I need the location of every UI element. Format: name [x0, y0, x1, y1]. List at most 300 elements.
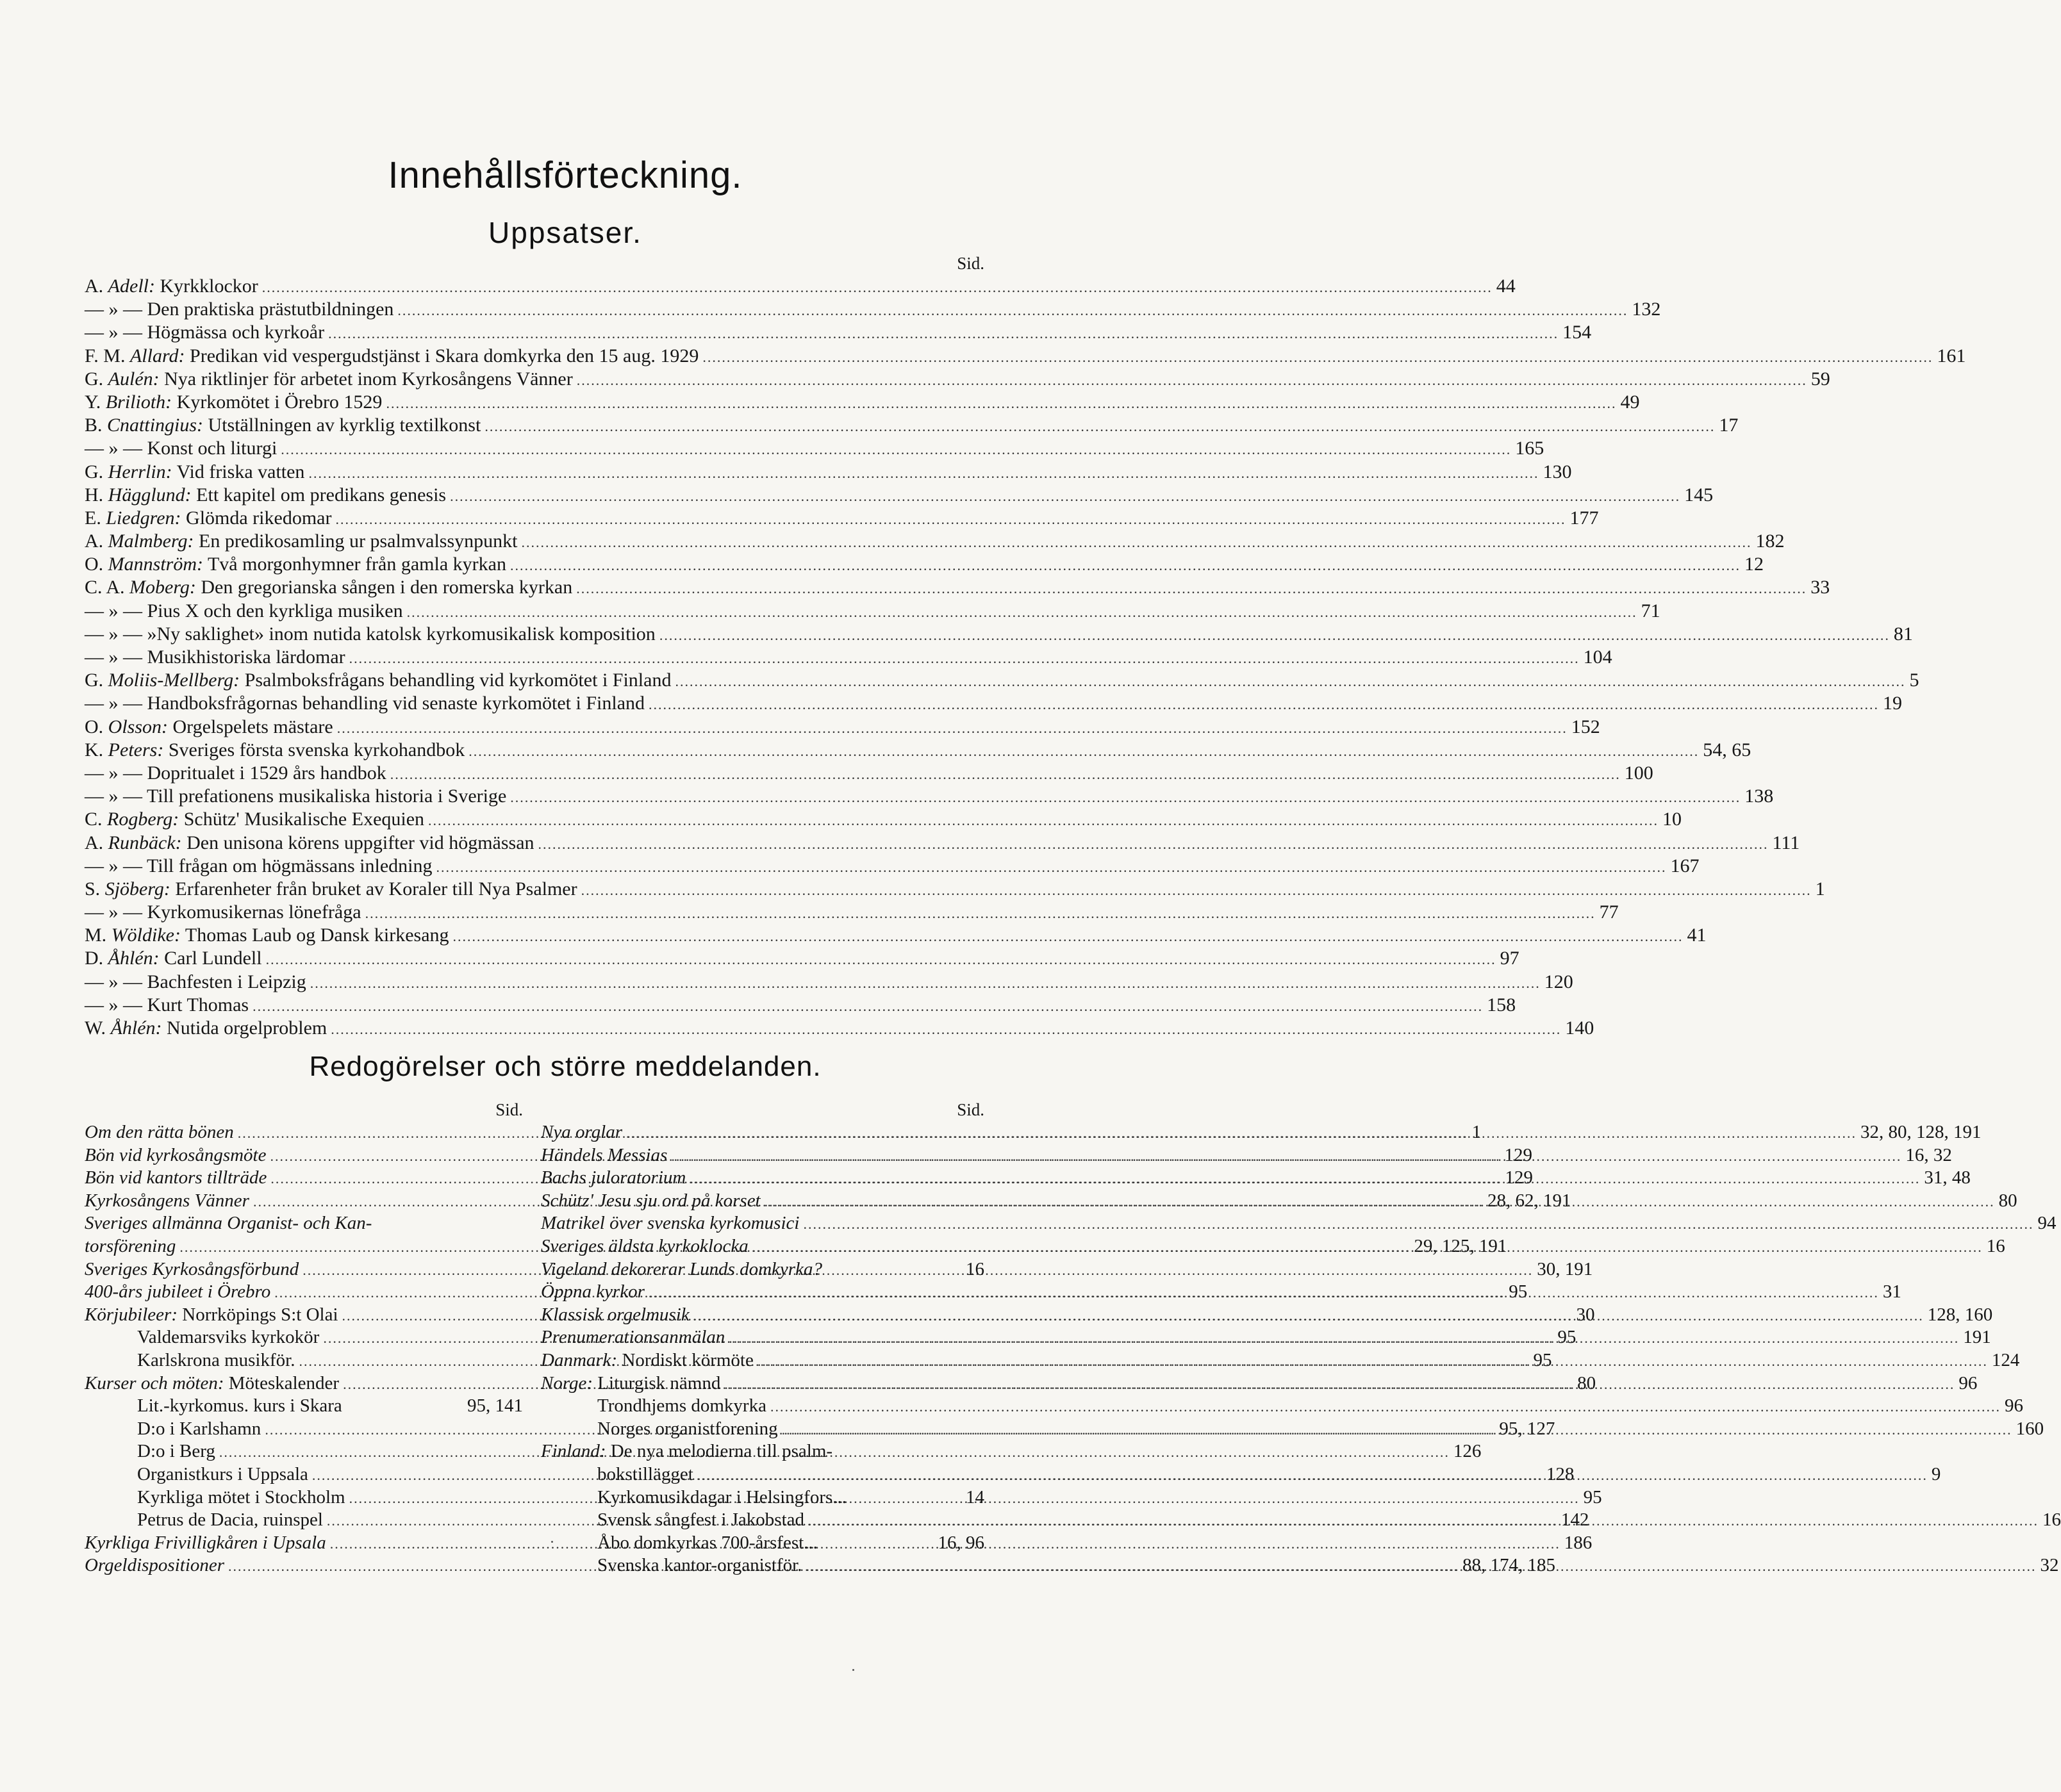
- page-column-label-left: Sid.: [495, 1100, 523, 1119]
- entry-title: Kyrkomusikernas lönefråga: [147, 901, 361, 923]
- toc-entry: [85, 971, 1573, 994]
- entry-text: [85, 1372, 339, 1395]
- entry-text: [85, 530, 517, 553]
- entry-page: 129: [1504, 1144, 1532, 1165]
- toc-entry: [85, 321, 1592, 344]
- entry-page: 132: [1632, 299, 1661, 320]
- entry-title: Den gregorianska sången i den romerska kyrkan: [195, 577, 573, 598]
- leader-dots: [252, 995, 1483, 1018]
- entry-title: Musikhistoriska lärdomar: [147, 646, 345, 668]
- entry-author: Olsson:: [108, 716, 169, 737]
- entry-text: [541, 1304, 690, 1327]
- entry-italic: Om den rätta bönen: [85, 1122, 234, 1142]
- entry-title: Kyrkomötet i Örebro 1529: [172, 391, 383, 413]
- entry-plain: Liturgisk nämnd: [593, 1372, 721, 1393]
- entry-prefix: C. A.: [85, 577, 130, 598]
- entry-title: Predikan vid vespergudstjänst i Skara domkyrka den 15 aug. 1929: [185, 345, 699, 366]
- entry-author: Liedgren:: [106, 507, 181, 529]
- entry-plain: Trondhjems domkyrka: [597, 1395, 766, 1417]
- entry-prefix: — » —: [85, 901, 147, 923]
- leader-dots: [757, 1350, 1988, 1373]
- entry-plain: bokstillägget: [597, 1463, 693, 1484]
- toc-entry: [85, 785, 1774, 808]
- entry-prefix: W.: [85, 1017, 111, 1039]
- entry-author: Åhlén:: [108, 948, 160, 969]
- entry-prefix: S.: [85, 878, 105, 900]
- entry-prefix: A.: [85, 530, 108, 552]
- leader-dots: [538, 833, 1769, 856]
- entry-page: 88, 174, 185: [1462, 1555, 1556, 1576]
- entry-text: [85, 762, 386, 785]
- entry-prefix: — » —: [85, 693, 147, 714]
- entry-page: 16, 96: [938, 1532, 984, 1553]
- entry-plain: Norrköpings S:t Olai: [178, 1304, 338, 1325]
- leader-dots: [365, 902, 1596, 925]
- report-entry: [541, 1532, 984, 1555]
- entry-text: [85, 901, 361, 924]
- entry-page: 77: [1599, 901, 1619, 923]
- leader-dots: [281, 438, 1511, 461]
- entry-text: [541, 1167, 686, 1190]
- toc-entry: [85, 600, 1660, 623]
- entry-page: 95: [1583, 1486, 1602, 1508]
- leader-dots: [576, 577, 1807, 600]
- entry-text: [541, 1395, 766, 1418]
- entry-text: [541, 1509, 804, 1532]
- entry-page: 16: [966, 1258, 984, 1279]
- report-entry: [541, 1395, 2023, 1418]
- leader-dots: [468, 740, 1699, 763]
- entry-text: [541, 1212, 799, 1235]
- entry-page: 104: [1583, 646, 1612, 668]
- entry-plain: D:o i Berg: [137, 1441, 215, 1462]
- entry-title: Pius X och den kyrkliga musiken: [147, 600, 403, 621]
- leader-dots: [803, 1213, 2033, 1236]
- entry-text: [541, 1418, 778, 1441]
- entry-prefix: G.: [85, 368, 108, 390]
- entry-page: 161: [1937, 345, 1966, 366]
- entry-prefix: — » —: [85, 971, 147, 992]
- entry-page: 10: [1662, 809, 1682, 830]
- entry-text: [85, 1212, 372, 1235]
- entry-prefix: — » —: [85, 299, 147, 320]
- entry-page: 16: [1986, 1235, 2005, 1256]
- leader-dots: [349, 647, 1580, 670]
- entry-author: Moberg:: [129, 577, 196, 598]
- page-title: Innehållsförteckning.: [388, 154, 743, 196]
- entry-title: Orgelspelets mästare: [168, 716, 333, 737]
- toc-entry: [85, 484, 1714, 507]
- entry-italic: Danmark:: [541, 1349, 618, 1370]
- leader-dots: [337, 717, 1568, 740]
- entry-text: [85, 461, 304, 484]
- entry-text: [85, 1235, 176, 1258]
- entry-plain: Möteskalender: [224, 1372, 340, 1393]
- entry-page: 1: [1815, 878, 1825, 900]
- toc-entry: [85, 414, 1739, 437]
- entry-text: [85, 1281, 270, 1304]
- entry-page: 71: [1641, 600, 1660, 621]
- leader-dots: [510, 554, 1741, 577]
- entry-italic: Nya orglar: [541, 1122, 623, 1142]
- leader-dots: [697, 1464, 1928, 1487]
- entry-prefix: Y.: [85, 391, 106, 413]
- entry-italic: Matrikel över svenska kyrkomusici: [541, 1213, 800, 1234]
- toc-entry: [85, 345, 1966, 368]
- entry-page: 182: [1755, 530, 1785, 552]
- entry-page: 44: [1496, 275, 1516, 297]
- section-title-reports: Redogörelser och större meddelanden.: [309, 1051, 822, 1082]
- entry-page: 129: [1505, 1167, 1533, 1188]
- leader-dots: [266, 948, 1496, 971]
- entry-page: 154: [1562, 322, 1592, 343]
- entry-author: Cnattingius:: [107, 415, 204, 436]
- entry-text: [85, 484, 446, 507]
- entry-page: 138: [1744, 785, 1774, 807]
- entry-text: [541, 1258, 822, 1281]
- entry-prefix: — » —: [85, 646, 147, 668]
- entry-prefix: B.: [85, 415, 108, 436]
- entry-text: [85, 971, 306, 994]
- entry-page: 95, 141: [467, 1395, 523, 1417]
- entry-text: [85, 1349, 295, 1372]
- entry-page: 41: [1687, 925, 1707, 946]
- print-speck: [551, 1541, 553, 1543]
- entry-prefix: — » —: [85, 438, 147, 459]
- entry-title: Till prefationens musikaliska historia i Sverige: [146, 785, 507, 807]
- entry-title: Thomas Laub og Dansk kirkesang: [180, 925, 449, 946]
- entry-page: 186: [1564, 1532, 1593, 1553]
- entry-italic: Klassisk orgelmusik: [541, 1304, 690, 1325]
- entry-text: [85, 1304, 338, 1327]
- entry-text: [85, 1418, 261, 1441]
- entry-prefix: — » —: [85, 994, 147, 1015]
- entry-text: [85, 414, 481, 437]
- entry-title: Sveriges första svenska kyrkohandbok: [163, 739, 465, 760]
- entry-text: [541, 1281, 645, 1304]
- leader-dots: [436, 856, 1667, 879]
- entry-text: [541, 1372, 720, 1395]
- entry-page: 158: [1487, 994, 1516, 1015]
- entry-text: [541, 1486, 847, 1509]
- toc-entry: [85, 437, 1544, 460]
- leader-dots: [335, 508, 1566, 531]
- entry-prefix: — » —: [85, 322, 147, 343]
- entry-page: 31, 48: [1924, 1167, 1971, 1188]
- entry-text: [85, 994, 249, 1017]
- entry-author: Malmberg:: [108, 530, 194, 552]
- entry-text: [85, 808, 424, 831]
- entry-title: Utställningen av kyrklig textilkonst: [203, 415, 481, 436]
- entry-title: Ett kapitel om predikans genesis: [191, 484, 447, 506]
- toc-entry: [85, 368, 1830, 391]
- entry-text: [85, 553, 506, 576]
- leader-dots: [428, 809, 1659, 832]
- entry-title: Handboksfrågornas behandling vid senaste kyrkomötet i Finland: [147, 693, 645, 714]
- entry-prefix: — » —: [85, 785, 147, 807]
- entry-text: [85, 576, 572, 599]
- entry-text: [85, 1463, 308, 1486]
- entry-text: [85, 924, 449, 947]
- leader-dots: [390, 763, 1621, 786]
- report-entry: [541, 1486, 984, 1509]
- entry-title: Till frågan om högmässans inledning: [146, 855, 433, 876]
- entry-page: 167: [1670, 855, 1700, 876]
- entry-title: Carl Lundell: [159, 948, 262, 969]
- entry-text: [85, 785, 506, 808]
- entry-text: [85, 298, 393, 321]
- entry-page: 95: [1509, 1281, 1528, 1303]
- entry-page: 177: [1569, 507, 1599, 529]
- entry-text: [85, 1486, 345, 1509]
- entry-plain: Organistkurs i Uppsala: [137, 1463, 308, 1484]
- entry-prefix: E.: [85, 507, 106, 529]
- entry-plain: Kyrkomusikdagar i Helsingfors...: [597, 1486, 847, 1508]
- entry-italic: Sveriges Kyrkosångsförbund: [85, 1258, 299, 1279]
- entry-author: Moliis-Mellberg:: [108, 670, 240, 691]
- entry-text: [85, 1121, 234, 1144]
- entry-plain: De nya melodierna till psalm-: [606, 1441, 833, 1462]
- leader-dots: [407, 601, 1637, 624]
- toc-entry: [85, 553, 1764, 576]
- entry-title: Schütz' Musikalische Exequien: [179, 809, 425, 830]
- entry-title: Den unisona körens uppgifter vid högmässan: [181, 832, 534, 853]
- entry-author: Wöldike:: [111, 925, 181, 946]
- entry-page: 145: [1684, 484, 1714, 506]
- entry-page: 31: [1882, 1281, 1901, 1303]
- entry-prefix: M.: [85, 925, 112, 946]
- entry-text: [85, 1440, 215, 1463]
- toc-entry: [85, 391, 1640, 414]
- entry-page: 140: [1565, 1017, 1594, 1039]
- entry-italic: Bön vid kantors tillträde: [85, 1167, 267, 1188]
- entry-plain: Svenska kantor-organistför.: [597, 1555, 802, 1576]
- leader-dots: [581, 879, 1812, 902]
- page-column-label-right: Sid.: [957, 1100, 984, 1119]
- leader-dots: [724, 1373, 1955, 1396]
- entry-page: 19: [1883, 693, 1903, 714]
- entry-author: Allard:: [129, 345, 185, 366]
- entry-title: Psalmboksfrågans behandling vid kyrkomötet i Finland: [240, 670, 672, 691]
- entry-text: [85, 391, 382, 414]
- entry-text: [541, 1144, 667, 1167]
- entry-italic: Händels Messias: [541, 1144, 668, 1165]
- entry-italic: Sveriges allmänna Organist- och Kan-: [85, 1213, 372, 1234]
- entry-page: 94: [2037, 1213, 2057, 1234]
- entry-page: 120: [1544, 971, 1573, 992]
- entry-page: 96: [2004, 1395, 2023, 1417]
- entry-text: [85, 832, 534, 855]
- entry-italic: Kyrkosångens Vänner: [85, 1190, 249, 1211]
- entry-page: 142: [1560, 1509, 1589, 1531]
- entry-page: 80: [1998, 1190, 2017, 1211]
- entry-plain: Åbo domkyrkas 700-årsfest...: [597, 1532, 818, 1553]
- leader-dots: [386, 392, 1616, 415]
- entry-page: 111: [1772, 832, 1800, 853]
- leader-dots: [328, 322, 1559, 345]
- leader-dots: [729, 1327, 1959, 1350]
- toc-entry: [85, 1017, 1594, 1040]
- entry-page: 32: [2040, 1555, 2059, 1576]
- entry-text: [85, 1190, 249, 1213]
- entry-prefix: O.: [85, 554, 108, 575]
- entry-text: [85, 1144, 267, 1167]
- entry-text: [541, 1554, 802, 1577]
- entry-page: 59: [1810, 368, 1830, 390]
- entry-title: »Ny saklighet» inom nutida katolsk kyrkomusikalisk komposition: [147, 623, 656, 645]
- entry-text: [85, 368, 573, 391]
- entry-plain: D:o i Karlshamn: [137, 1418, 261, 1439]
- toc-entry: [85, 669, 1919, 692]
- entry-plain: Lit.-kyrkomus. kurs i Skara: [137, 1395, 342, 1417]
- leader-dots: [702, 346, 1933, 369]
- toc-entry: [85, 716, 1600, 739]
- entry-prefix: — » —: [85, 623, 147, 645]
- toc-entry: [85, 832, 1800, 855]
- entry-author: Hägglund:: [108, 484, 192, 506]
- entry-page: 128: [1546, 1463, 1575, 1484]
- entry-page: 81: [1893, 623, 1913, 645]
- entry-author: Rogberg:: [107, 809, 179, 830]
- entry-page: 30, 191: [1537, 1258, 1593, 1279]
- leader-dots: [649, 693, 1879, 716]
- essays-rows: [85, 275, 1966, 1040]
- entry-italic: Kyrkliga Frivilligkåren i Upsala: [85, 1532, 326, 1553]
- entry-prefix: G.: [85, 670, 108, 691]
- entry-text: [85, 345, 699, 368]
- toc-entry: [85, 692, 1903, 715]
- entry-prefix: — » —: [85, 600, 147, 621]
- entry-text: [85, 1395, 342, 1418]
- entry-page: 130: [1543, 461, 1572, 482]
- entry-text: [541, 1463, 693, 1486]
- entry-text: [85, 1532, 326, 1555]
- entry-title: Nutida orgelproblem: [161, 1017, 327, 1039]
- entry-text: [85, 855, 433, 878]
- entry-prefix: — » —: [85, 762, 147, 784]
- leader-dots: [331, 1018, 1561, 1041]
- entry-text: [85, 1554, 224, 1577]
- entry-text: [85, 1167, 267, 1190]
- entry-prefix: H.: [85, 484, 108, 506]
- entry-title: Två morgonhymner från gamla kyrkan: [203, 554, 506, 575]
- entry-author: Åhlén:: [110, 1017, 162, 1039]
- entry-italic: 400-års jubileet i Örebro: [85, 1281, 271, 1303]
- entry-title: Konst och liturgi: [147, 438, 277, 459]
- entry-author: Runbäck:: [108, 832, 182, 853]
- entry-title: Högmässa och kyrkoår: [147, 322, 325, 343]
- entry-italic: Kurser och möten:: [85, 1372, 224, 1393]
- toc-entry: [85, 530, 1785, 553]
- entry-author: Aulén:: [108, 368, 160, 390]
- entry-italic: Körjubileer:: [85, 1304, 178, 1325]
- entry-prefix: A.: [85, 275, 108, 297]
- toc-entry: [85, 947, 1519, 970]
- entry-page: 124: [1991, 1349, 2020, 1370]
- toc-entry: [85, 878, 1825, 901]
- entry-text: [541, 1235, 749, 1258]
- leader-dots: [577, 369, 1807, 392]
- toc-entry: [85, 576, 1830, 599]
- entry-text: [85, 1326, 319, 1349]
- entry-text: [85, 947, 262, 970]
- leader-dots: [649, 1281, 1879, 1304]
- leader-dots: [510, 786, 1741, 809]
- entry-text: [541, 1440, 832, 1463]
- entry-text: [85, 1258, 299, 1281]
- leader-dots: [806, 1555, 2036, 1578]
- entry-page: 191: [1963, 1327, 1991, 1348]
- leader-dots: [659, 624, 1890, 647]
- toc-entry: [85, 855, 1700, 878]
- entry-prefix: O.: [85, 716, 108, 737]
- entry-italic: Bachs juloratorium: [541, 1167, 686, 1188]
- entry-prefix: F. M.: [85, 345, 130, 366]
- entry-title: Kurt Thomas: [147, 994, 249, 1015]
- entry-plain: Karlskrona musikför.: [137, 1349, 295, 1370]
- entry-page: 14: [966, 1486, 984, 1508]
- entry-page: 30: [1576, 1304, 1595, 1325]
- entry-title: Dopritualet i 1529 års handbok: [147, 762, 386, 784]
- entry-italic: Öppna kyrkor: [541, 1281, 645, 1303]
- toc-entry: [85, 924, 1707, 947]
- entry-page: 16: [2042, 1509, 2061, 1531]
- entry-prefix: K.: [85, 739, 108, 760]
- toc-entry: [85, 739, 1751, 762]
- leader-dots: [752, 1236, 1983, 1259]
- entry-text: [85, 275, 258, 298]
- entry-page: 100: [1624, 762, 1653, 784]
- entry-title: Nya riktlinjer för arbetet inom Kyrkosångens Vänner: [159, 368, 573, 390]
- leader-dots: [808, 1509, 2039, 1533]
- toc-entry: [85, 461, 1572, 484]
- leader-dots: [262, 276, 1493, 299]
- entry-text: [85, 878, 577, 901]
- report-entry: [541, 1121, 1982, 1144]
- entry-page: 97: [1500, 948, 1519, 969]
- entry-page: 17: [1719, 415, 1739, 436]
- entry-title: Bachfesten i Leipzig: [147, 971, 306, 992]
- entry-author: Brilioth:: [105, 391, 172, 413]
- entry-author: Mannström:: [108, 554, 204, 575]
- leader-dots: [397, 299, 1628, 322]
- leader-dots: [308, 462, 1539, 485]
- entry-italic: Finland:: [541, 1441, 606, 1462]
- entry-text: [85, 1509, 323, 1532]
- entry-page: 80: [1577, 1372, 1596, 1393]
- leader-dots: [693, 1304, 1924, 1328]
- entry-page: 32, 80, 128, 191: [1860, 1122, 1982, 1142]
- toc-entry: [85, 646, 1612, 669]
- entry-text: [541, 1349, 754, 1372]
- entry-text: [541, 1326, 725, 1349]
- entry-italic: Vigeland dekorerar Lunds domkyrka?: [541, 1258, 822, 1279]
- entry-page: 95, 127: [1499, 1418, 1555, 1439]
- entry-page: 9: [1931, 1463, 1941, 1484]
- toc-entry: [85, 901, 1619, 924]
- entry-text: [541, 1532, 818, 1555]
- entry-title: Erfarenheter från bruket av Koraler till Nya Psalmer: [170, 878, 577, 900]
- entry-italic: Bön vid kyrkosångsmöte: [85, 1144, 267, 1165]
- toc-entry: [85, 275, 1516, 298]
- report-entry: [85, 1395, 523, 1418]
- entry-text: [85, 437, 277, 460]
- entry-title: Vid friska vatten: [172, 461, 305, 482]
- entry-page: 152: [1571, 716, 1600, 737]
- entry-page: 54, 65: [1703, 739, 1751, 760]
- entry-page: 49: [1620, 391, 1640, 413]
- leader-dots: [484, 415, 1715, 438]
